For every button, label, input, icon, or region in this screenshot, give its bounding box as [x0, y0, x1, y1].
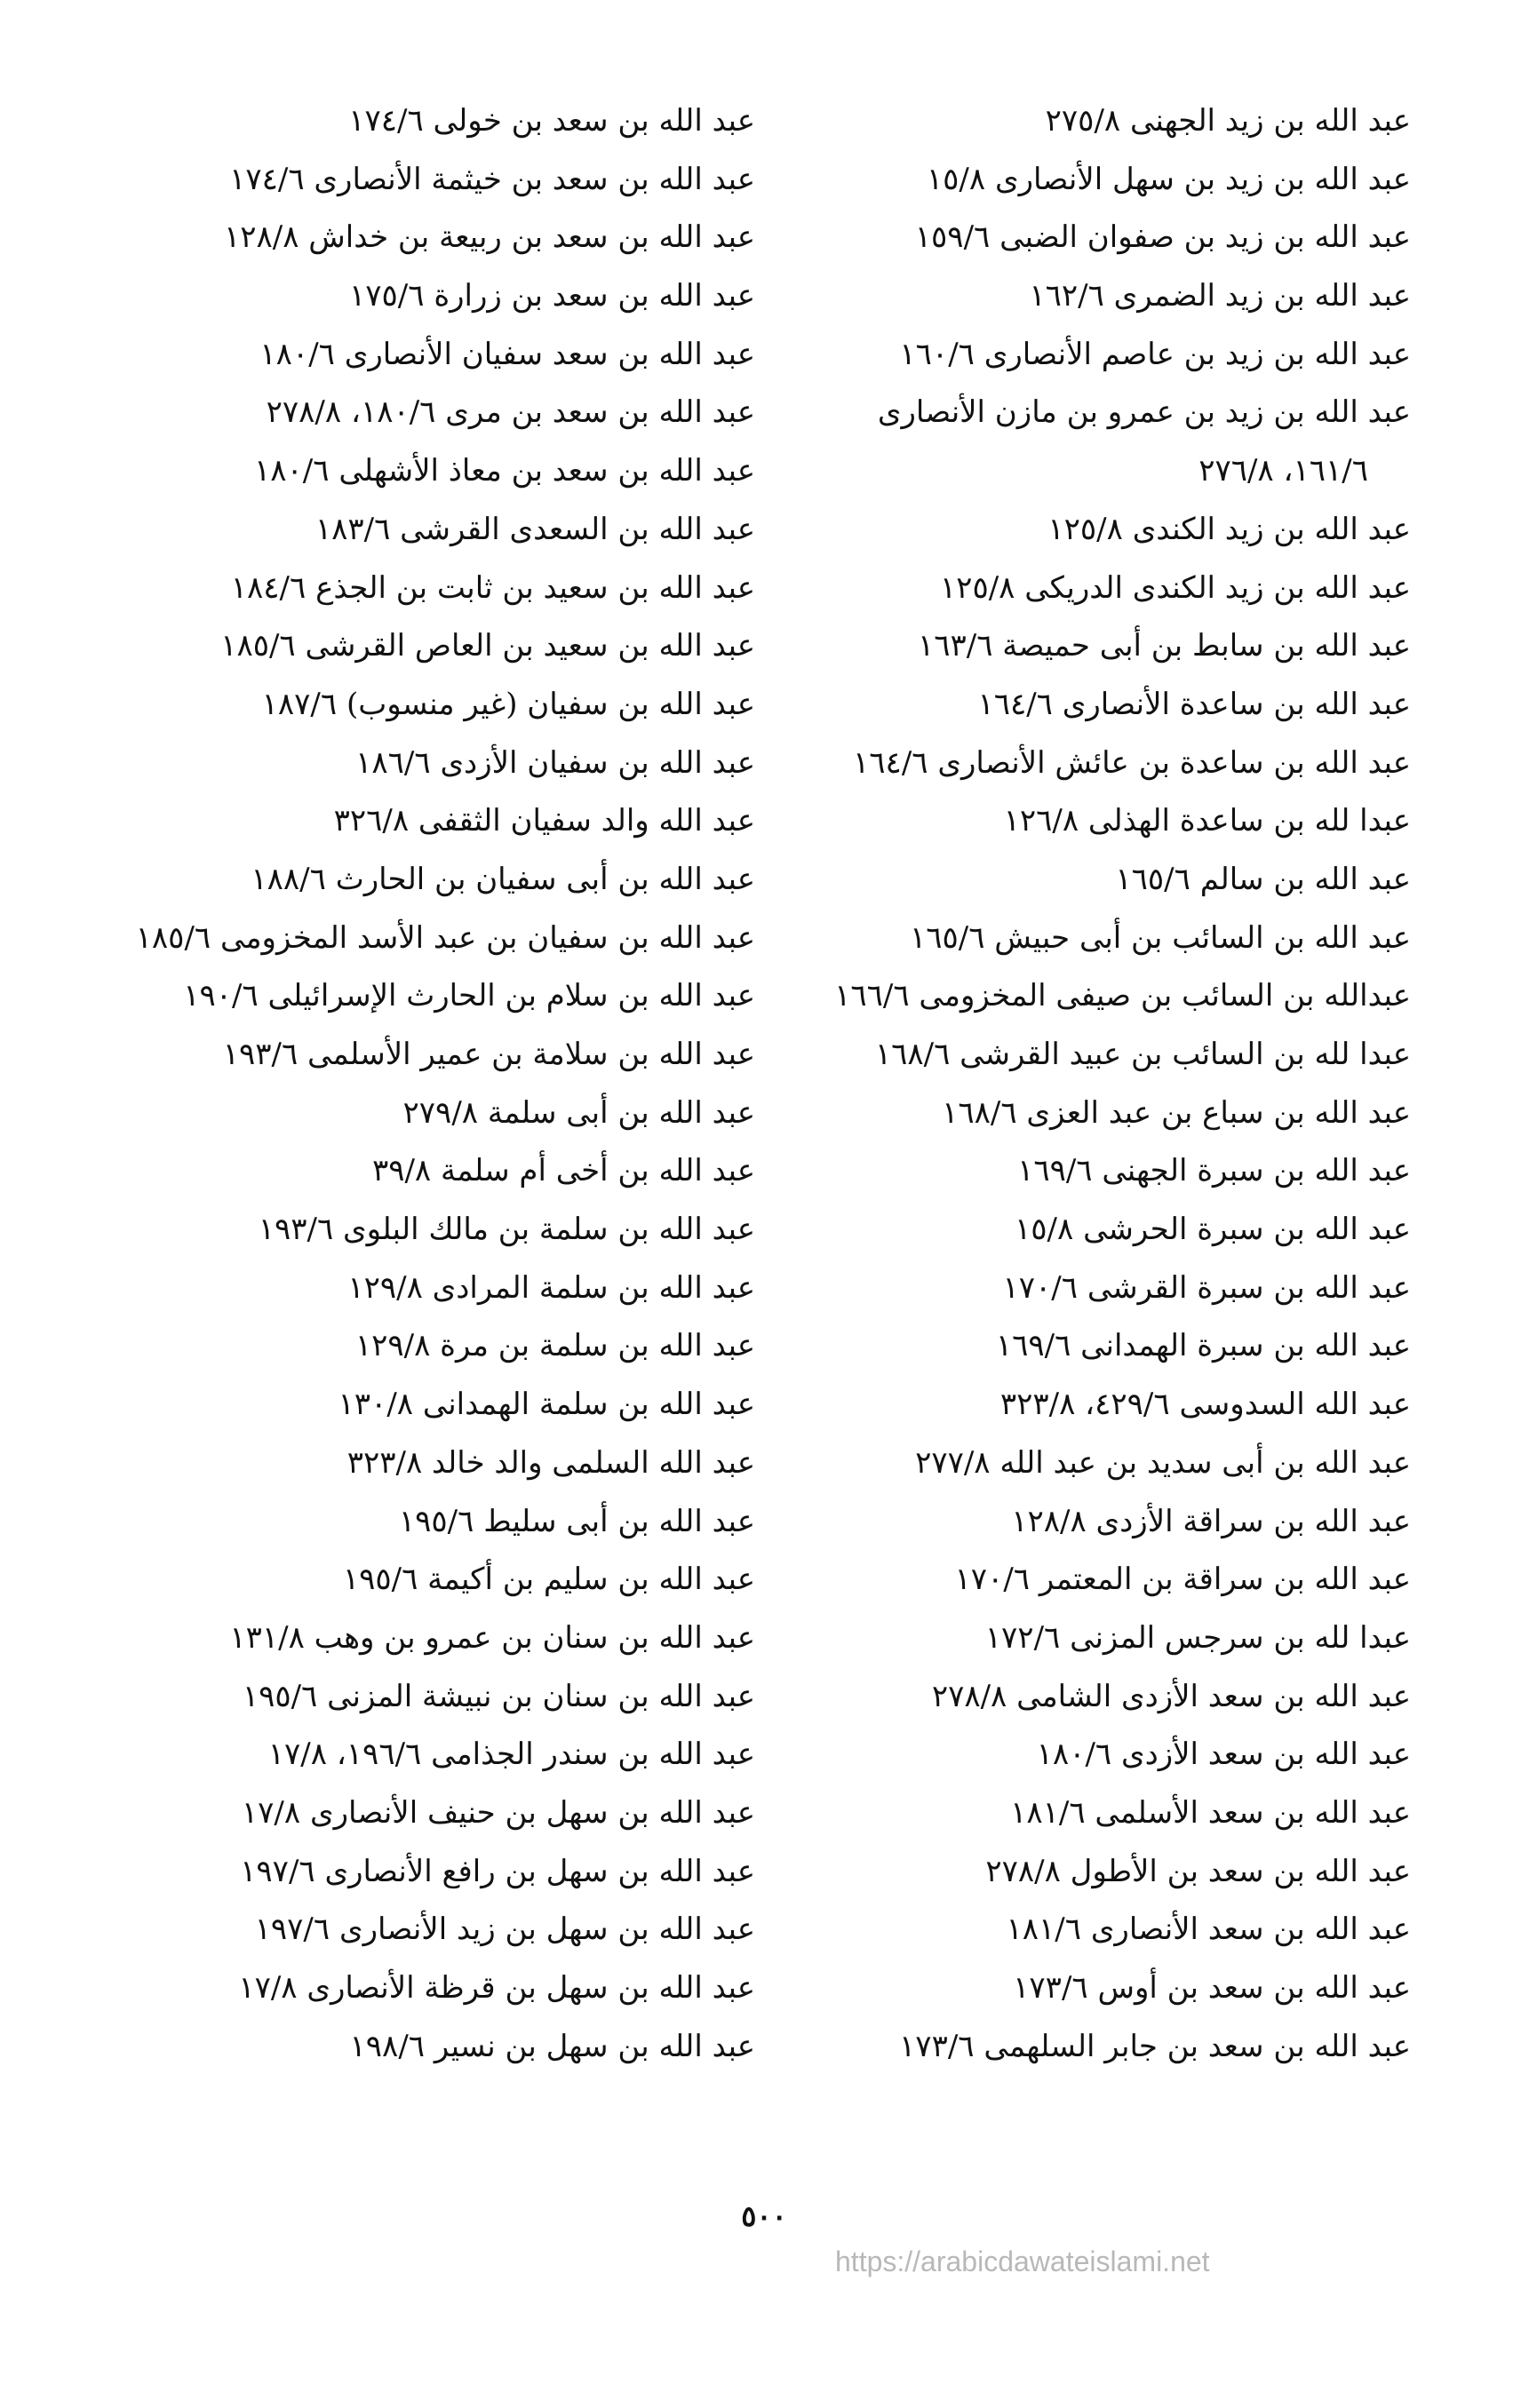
index-entry: عبد الله بن سبرة الحرشى ١٥/٨ — [1015, 1212, 1411, 1248]
index-entry: عبد الله بن سابط بن أبى حميصة ١٦٣/٦ — [917, 628, 1411, 664]
index-entry: عبد الله بن سعد الأزدى ١٨٠/٦ — [1036, 1736, 1411, 1773]
index-entry-line: عبد الله بن زيد بن عمرو بن مازن الأنصارى — [877, 394, 1411, 431]
index-entry: عبد الله بن زيد الضمرى ١٦٢/٦ — [1029, 278, 1411, 314]
index-entry: عبد الله بن سباع بن عبد العزى ١٦٨/٦ — [942, 1094, 1411, 1131]
index-entry: عبدا لله بن السائب بن عبيد القرشى ١٦٨/٦ — [874, 1037, 1411, 1073]
index-entry: عبد الله بن سهل بن حنيف الأنصارى ١٧/٨ — [241, 1794, 755, 1831]
index-entry: عبد الله بن ساعدة بن عائش الأنصارى ١٦٤/٦ — [853, 744, 1411, 781]
index-entry: عبد الله بن زيد بن عاصم الأنصارى ١٦٠/٦ — [899, 336, 1411, 372]
index-entry: عبد الله بن سلامة بن عمير الأسلمى ١٩٣/٦ — [222, 1037, 755, 1072]
index-entry: عبد الله بن زيد الجهنى ٢٧٥/٨ — [1045, 103, 1411, 139]
index-entry: عبدا لله بن ساعدة الهذلى ١٢٦/٨ — [1003, 803, 1411, 839]
index-entry: عبد الله بن سعد بن خولى ١٧٤/٦ — [348, 103, 755, 139]
index-entry: عبدا لله بن سرجس المزنى ١٧٢/٦ — [984, 1619, 1411, 1656]
index-entry: عبد الله بن سعد بن خيثمة الأنصارى ١٧٤/٦ — [229, 161, 755, 197]
index-entry: عبد الله بن سعد الأسلمى ١٨١/٦ — [1010, 1794, 1411, 1831]
index-entry: عبدالله بن السائب بن صيفى المخزومى ١٦٦/٦ — [834, 978, 1411, 1014]
index-entry: عبد الله بن سفيان (غير منسوب) ١٨٧/٦ — [261, 686, 755, 722]
index-entry: عبد الله بن سبرة الهمدانى ١٦٩/٦ — [995, 1328, 1411, 1364]
index-entry: عبد الله بن سهل بن قرظة الأنصارى ١٧/٨ — [238, 1970, 755, 2006]
index-entry: عبد الله بن سهل بن رافع الأنصارى ١٩٧/٦ — [240, 1853, 755, 1889]
index-entry: عبد الله بن سليم بن أكيمة ١٩٥/٦ — [342, 1562, 755, 1598]
index-column-right — [800, 92, 1411, 2076]
index-entry: عبد الله بن أبى سديد بن عبد الله ٢٧٧/٨ — [915, 1444, 1411, 1481]
index-entry: عبد الله بن سلمة بن مالك البلوى ١٩٣/٦ — [258, 1212, 755, 1248]
index-entry: عبد الله بن سعد سفيان الأنصارى ١٨٠/٦ — [259, 336, 755, 372]
index-entry: عبد الله السدوسى ٤٢٩/٦، ٣٢٣/٨ — [999, 1387, 1411, 1423]
index-entry: عبد الله بن سراقة الأزدى ١٢٨/٨ — [1011, 1503, 1411, 1539]
index-entry: عبد الله بن سلام بن الحارث الإسرائيلى ١٩٠/٦ — [183, 978, 755, 1014]
index-entry-continuation: ١٦١/٦، ٢٧٦/٨ — [1198, 453, 1368, 489]
index-entry: عبد الله بن زيد الكندى الدريكى ١٢٥/٨ — [939, 569, 1411, 606]
index-entry: عبد الله السلمى والد خالد ٣٢٣/٨ — [346, 1444, 755, 1481]
index-entry: عبد الله بن سفيان بن عبد الأسد المخزومى ١٨٥/٦ — [135, 919, 755, 956]
watermark-url: https://arabicdawateislami.net — [835, 2245, 1210, 2277]
index-entry: عبد الله بن سعد بن الأطول ٢٧٨/٨ — [985, 1853, 1411, 1889]
index-entry: عبد الله بن سعد بن مرى ١٨٠/٦، ٢٧٨/٨ — [266, 394, 755, 431]
index-entry: عبد الله بن زيد بن سهل الأنصارى ١٥/٨ — [926, 161, 1411, 197]
index-column-left — [133, 92, 755, 2076]
index-entry: عبد الله بن زيد الكندى ١٢٥/٨ — [1047, 511, 1411, 547]
index-entry: عبد الله بن سالم ١٦٥/٦ — [1115, 861, 1411, 897]
index-entry: عبد الله بن أبى سليط ١٩٥/٦ — [398, 1503, 755, 1539]
index-entry: عبد الله بن سنان بن عمرو بن وهب ١٣١/٨ — [229, 1619, 755, 1656]
index-entry: عبد الله بن سندر الجذامى ١٩٦/٦، ١٧/٨ — [267, 1736, 755, 1773]
index-entry: عبد الله بن سعد بن جابر السلهمى ١٧٣/٦ — [899, 2028, 1411, 2064]
index-entry: عبد الله بن سبرة الجهنى ١٦٩/٦ — [1017, 1153, 1411, 1189]
index-entry: عبد الله بن زيد بن صفوان الضبى ١٥٩/٦ — [914, 219, 1411, 256]
index-entry: عبد الله بن سعد بن أوس ١٧٣/٦ — [1013, 1970, 1411, 2007]
index-entry: عبد الله بن أخى أم سلمة ٣٩/٨ — [371, 1153, 755, 1189]
index-entry: عبد الله بن سعيد بن العاص القرشى ١٨٥/٦ — [220, 628, 755, 664]
index-entry: عبد الله بن سعد الأنصارى ١٨١/٦ — [1006, 1911, 1411, 1948]
index-entry — [800, 384, 1411, 500]
index-entry: عبد الله بن أبى سفيان بن الحارث ١٨٨/٦ — [251, 861, 755, 897]
index-entry: عبد الله بن سعد بن معاذ الأشهلى ١٨٠/٦ — [254, 453, 755, 489]
index-entry: عبد الله بن سفيان الأزدى ١٨٦/٦ — [355, 744, 755, 781]
index-entry: عبد الله بن أبى سلمة ٢٧٩/٨ — [402, 1094, 755, 1131]
index-entry: عبد الله بن سنان بن نبيشة المزنى ١٩٥/٦ — [242, 1678, 755, 1714]
index-entry: عبد الله بن سلمة المرادى ١٢٩/٨ — [347, 1269, 755, 1306]
index-entry: عبد الله بن سلمة الهمدانى ١٣٠/٨ — [338, 1387, 755, 1423]
index-entry: عبد الله بن سلمة بن مرة ١٢٩/٨ — [354, 1328, 755, 1364]
index-entry: عبد الله بن سعيد بن ثابت بن الجذع ١٨٤/٦ — [230, 569, 755, 606]
index-entry: عبد الله بن سهل بن زيد الأنصارى ١٩٧/٦ — [254, 1911, 755, 1948]
index-entry: عبد الله بن سهل بن نسير ١٩٨/٦ — [349, 2028, 755, 2064]
index-entry: عبد الله بن سبرة القرشى ١٧٠/٦ — [1002, 1269, 1411, 1306]
index-entry: عبد الله بن ساعدة الأنصارى ١٦٤/٦ — [977, 686, 1411, 722]
index-entry: عبد الله بن السعدى القرشى ١٨٣/٦ — [315, 511, 755, 547]
index-entry: عبد الله والد سفيان الثقفى ٣٢٦/٨ — [333, 803, 755, 839]
index-entry: عبد الله بن سراقة بن المعتمر ١٧٠/٦ — [954, 1562, 1411, 1598]
index-entry: عبد الله بن سعد الأزدى الشامى ٢٧٨/٨ — [931, 1678, 1411, 1714]
index-entry: عبد الله بن السائب بن أبى حبيش ١٦٥/٦ — [909, 919, 1411, 956]
page-number: ٥٠٠ — [741, 2199, 787, 2233]
index-entry: عبد الله بن سعد بن زرارة ١٧٥/٦ — [349, 278, 755, 314]
index-entry: عبد الله بن سعد بن ربيعة بن خداش ١٢٨/٨ — [223, 219, 755, 256]
